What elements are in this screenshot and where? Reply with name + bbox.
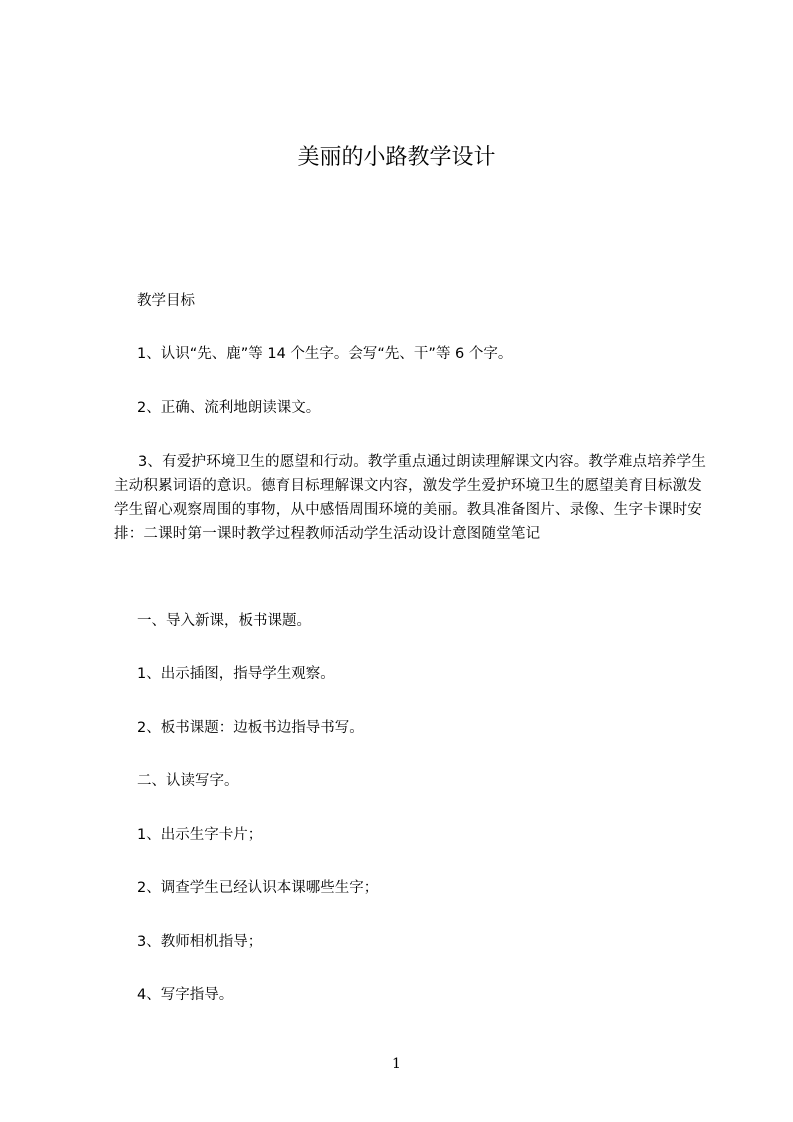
objective-item-2: 2、正确、流利地朗读课文。 bbox=[137, 400, 321, 416]
objective-item-1: 1、认识“先、鹿”等 14 个生字。会写“先、干”等 6 个字。 bbox=[137, 346, 513, 362]
objective-item-3-paragraph: 3、有爱护环境卫生的愿望和行动。教学重点通过朗读理解课文内容。教学难点培养学生主动积累词语的意识。德育目标理解课文内容，激发学生爱护环境卫生的愿望美育目标激发学生留心观察周围的事物，从中感悟周围环境的美丽。教具准备图片、录像、生字卡课时安排：二课时第一课时教学过程教师活动学生活动设计意图随堂笔记 bbox=[114, 454, 707, 542]
page-number: 1 bbox=[392, 1056, 401, 1072]
section-heading-characters: 二、认读写字。 bbox=[137, 773, 239, 789]
characters-step-1: 1、出示生字卡片； bbox=[137, 827, 263, 843]
characters-step-2: 2、调查学生已经认识本课哪些生字； bbox=[137, 880, 379, 896]
section-heading-objectives: 教学目标 bbox=[137, 293, 195, 309]
characters-step-4: 4、写字指导。 bbox=[137, 987, 234, 1003]
section-heading-intro: 一、导入新课，板书课题。 bbox=[137, 613, 311, 629]
intro-step-2: 2、板书课题：边板书边指导书写。 bbox=[137, 720, 364, 736]
document-title: 美丽的小路教学设计 bbox=[297, 145, 496, 170]
characters-step-3: 3、教师相机指导； bbox=[137, 934, 263, 950]
intro-step-1: 1、出示插图，指导学生观察。 bbox=[137, 666, 335, 682]
